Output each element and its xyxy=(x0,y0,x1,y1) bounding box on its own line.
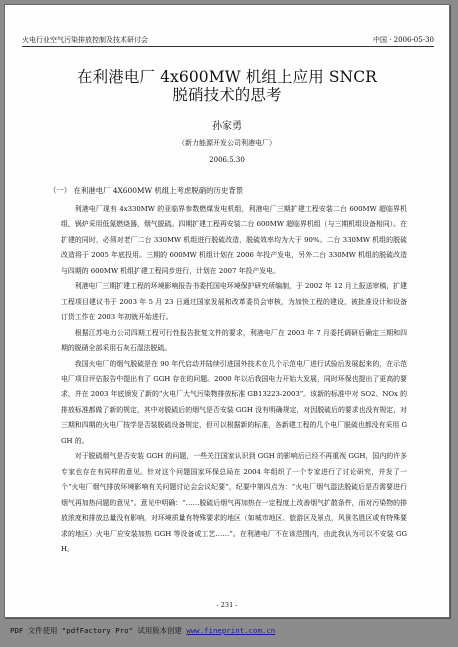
paragraph: 我国火电厂的烟气脱硫是在 90 年代启动并陆续引进国外技术在几个示范电厂进行试验后发展起来的，在示范电厂项目评估报告中提出有了 GGH 存在的问题。2000 年以后我国电力开始大发展，同时环保也提出了更高的要求，并在 2003 年底颁发了新的“火电厂大气污染物排放标准 GB13223-2003”。该新的标准中对 SO2、NOx 的排放标准都做了新的规定，其中对脱硫后的烟气是否安装 GGH 没有明确规定，对因脱硫后的要求也没有规定，对三期和四期的火电厂按学是否装脱硫设备规定，但可以根据新的标准，各新建工程的几个电厂脱硫也都没有采用 GGH 的。 xyxy=(61,359,407,445)
document-date: 2006.5.30 xyxy=(209,156,245,164)
footer-link[interactable]: www.fineprint.com.cn xyxy=(186,626,276,635)
document-page xyxy=(4,4,450,618)
paragraph: 根据江苏电力公司四期工程可行性报告批复文件的要求，利港电厂在 2003 年 7 月委托调研后确定三期和四期的脱硝全部采用石灰石湿法脱硫。 xyxy=(61,328,407,353)
running-header xyxy=(22,35,434,47)
paragraph: 对于脱硫烟气是否安装 GGH 的问题，一些关注国家认识到 GGH 的影响后已经不再重视 GGH，国内的许多专家也存在有同样的意见。针对这个问题国家环保总局在 2004 年组织了一个专家进行了讨论研究，并发了一个“火电厂烟气排放环境影响有关问题讨论会会议纪要”，纪要中第四点为：“火电厂烟气湿法脱硫后是否需要进行烟气再加热问题的意见”。意见中明确：“……脱硫后烟气再加热在一定程度上改善烟气扩散条件，而对污染物的排放浓度和排放总量没有影响，对环境质量有特殊要求的地区（如城市地区、旅游区及景点，风景名胜区或有特殊要求的地区）火电厂应安装加热 GGH 等设备或工艺……”。在利港电厂不在该范围内，由此我认为可以不安装 GGH。 xyxy=(61,452,407,553)
running-header-left: 火电行业空气污染排放控制及技术研讨会 xyxy=(22,36,148,44)
footer-text: PDF 文件使用 "pdfFactory Pro" 试用版本创建 xyxy=(10,626,187,635)
paragraph: 利港电厂三期扩建工程的环境影响报告书委托国电环境保护研究所编制，于 2002 年 12 月上报送审稿，扩建工程项目建议书于 2003 年 5 月 23 日通过国家发展和改革委员会审核，为加快工程的建设，被批准设计和设备订货工作在 2003 年初就开始进行。 xyxy=(61,282,407,322)
running-header-right: 中国 · 2006-05-30 xyxy=(372,36,434,44)
title-line-1: 在利港电厂 4x600MW 机组上应用 SNCR xyxy=(77,68,377,86)
body-text xyxy=(61,202,407,557)
page-number: - 231 - xyxy=(216,601,238,609)
author-name: 孙家勇 xyxy=(212,121,242,132)
title-line-2: 脱硝技术的思考 xyxy=(172,86,282,104)
section-heading: （一） 在利港电厂 4X600MW 机组上考虑脱硝的历史背景 xyxy=(49,186,244,195)
paragraph: 利港电厂现有 4x330MW 的亚临界参数燃煤发电机组，利港电厂三期扩建工程安装二台 600MW 超临界机组，锅炉采用低氮燃烧器，烟气脱硫。四期扩建工程再安装二台 600MW 超临界机组（与三期机组设备相同）。在扩建的同时，必须对老厂二台 330MW 机组进行脱硫改造，脱硫效率均为大于 90%。二台 330MW 机组的脱硫改造将于 2005 年底投用。三期的 600MW 机组计划在 2006 年投产发电，另外二台 330MW 机组的脱硫改造与四期的 600MW 机组扩建工程同步进行，计划在 2007 年投产发电。 xyxy=(61,205,407,275)
pdf-footer xyxy=(10,626,448,636)
author-affiliation: （新力能源开发公司利港电厂） xyxy=(178,139,276,147)
document-title xyxy=(25,68,429,104)
